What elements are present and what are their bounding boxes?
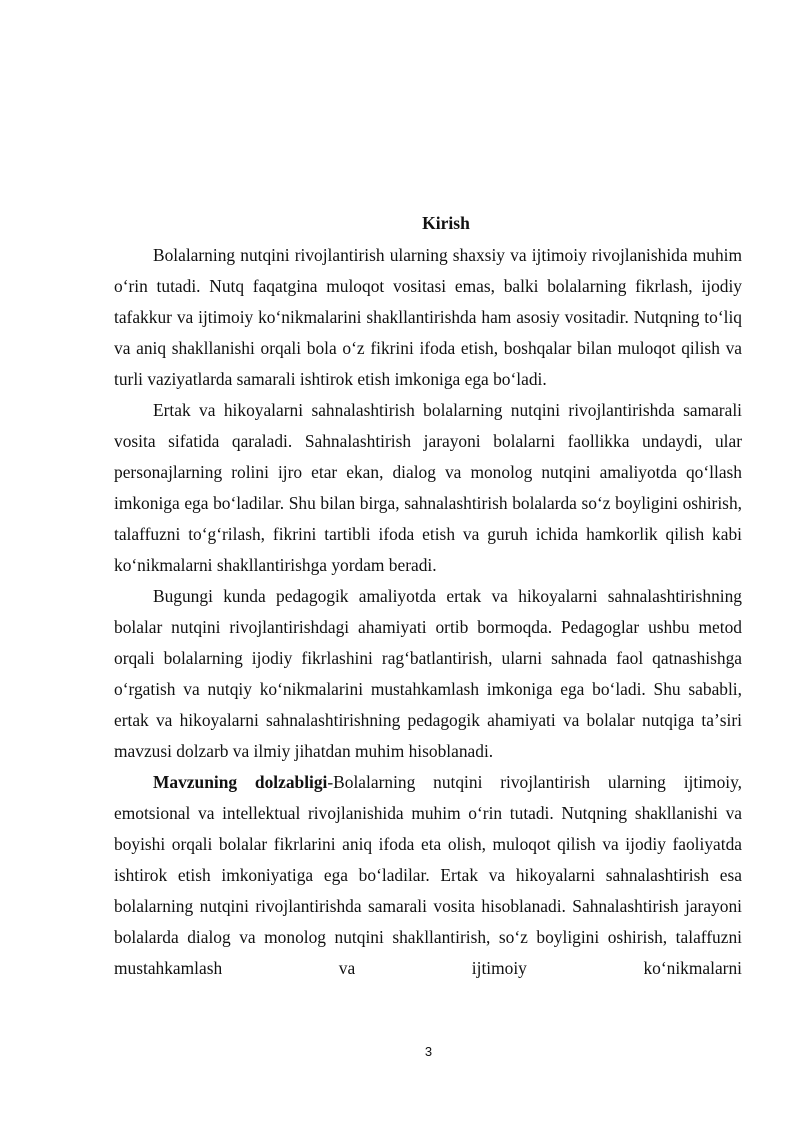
paragraph-intro: Bolalarning nutqini rivojlantirish ularning shaxsiy va ijtimoiy rivojlanishida muhim oʻrin tutadi. Nutq faqatgina muloqot vositasi emas, balki bolalarning fikrlash, ijodiy tafakkur va ijtimoiy koʻnikmalarini shakllantirishda ham asosiy vositadir. Nutqning toʻliq va aniq shakllanishi orqali bola oʻz fikrini ifoda etish, boshqalar bilan muloqot qilish va turli vaziyatlarda samarali ishtirok etish imkoniga ega boʻladi.	[114, 245, 742, 389]
section-title: Kirish	[422, 213, 470, 233]
paragraph-relevance	[114, 767, 742, 984]
paragraph-pedagogy: Bugungi kunda pedagogik amaliyotda ertak va hikoyalarni sahnalashtirishning bolalar nutqini rivojlantirishdagi ahamiyati ortib bormoqda. Pedagoglar ushbu metod orqali bolalarning ijodiy fikrlashini ragʻbatlantirish, ularni sahnada faol qatnashishga oʻrgatish va nutqiy koʻnikmalarini mustahkamlash imkoniga ega boʻladi. Shu sababli, ertak va hikoyalarni sahnalashtirishning pedagogik ahamiyati va bolalar nutqiga taʼsiri mavzusi dolzarb va ilmiy jihatdan muhim hisoblanadi.	[114, 586, 742, 761]
body-text	[114, 240, 742, 984]
page-number: 3	[424, 1044, 433, 1059]
relevance-text: -Bolalarning nutqini rivojlantirish ularning ijtimoiy, emotsional va intellektual rivojlanishida muhim oʻrin tutadi. Nutqning shakllanishi va boyishi orqali bolalar fikrlarini aniq ifoda eta olish, muloqot qilish va ijodiy faoliyatda ishtirok etish imkoniyatiga ega boʻladilar. Ertak va hikoyalarni sahnalashtirish esa bolalarning nutqini rivojlantirishda samarali vosita hisoblanadi. Sahnalashtirish jarayoni bolalarda dialog va monolog nutqini shakllantirish, soʻz boyligini oshirish, talaffuzni mustahkamlash va ijtimoiy koʻnikmalarni	[114, 772, 743, 978]
relevance-heading: Mavzuning dolzabligi	[153, 772, 328, 792]
paragraph-staging: Ertak va hikoyalarni sahnalashtirish bolalarning nutqini rivojlantirishda samarali vosita sifatida qaraladi. Sahnalashtirish jarayoni bolalarni faollikka undaydi, ular personajlarning rolini ijro etar ekan, dialog va monolog nutqini amaliyotda qoʻllash imkoniga ega boʻladilar. Shu bilan birga, sahnalashtirish bolalarda soʻz boyligini oshirish, talaffuzni toʻgʻrilash, fikrini tartibli ifoda etish va guruh ichida hamkorlik qilish kabi koʻnikmalarni shakllantirishga yordam beradi.	[114, 400, 742, 575]
